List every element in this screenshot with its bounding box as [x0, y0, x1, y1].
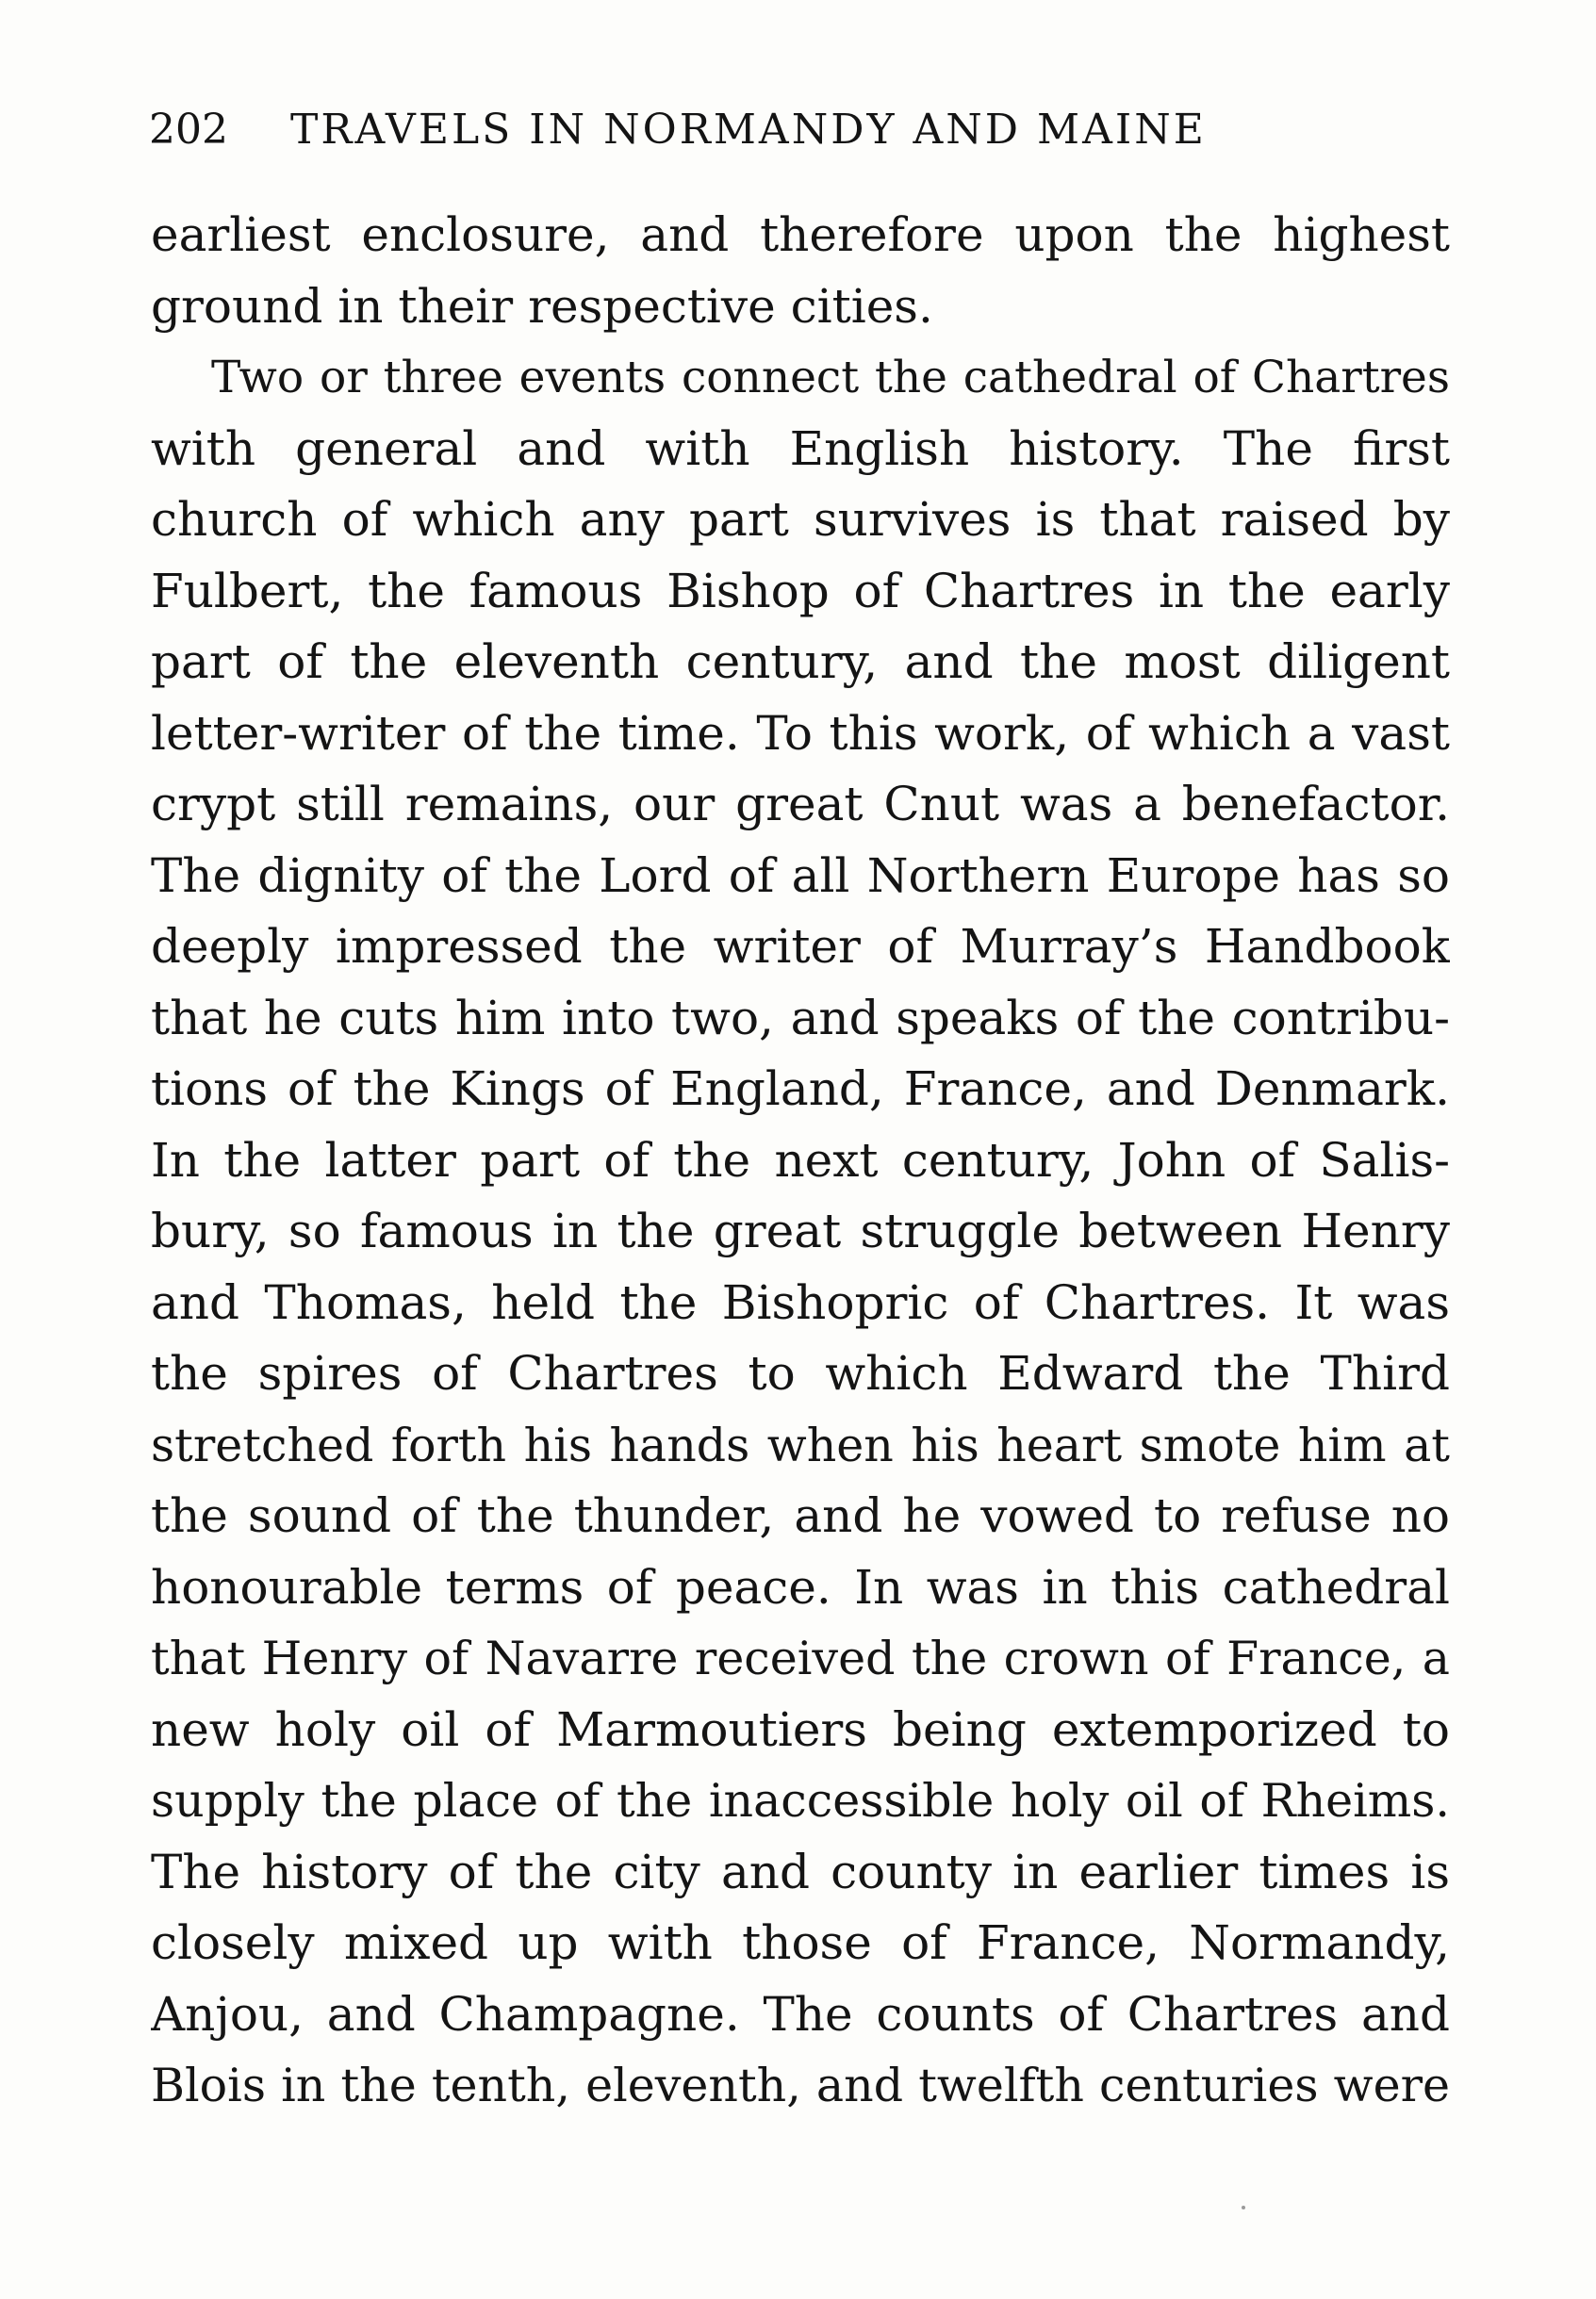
text-line: earliest enclosure, and therefore upon the highest — [151, 207, 1450, 262]
text-line: ground in their respective cities. — [151, 278, 933, 334]
text-line: The history of the city and county in earlier times is — [151, 1844, 1450, 1899]
text-line: and Thomas, held the Bishopric of Chartres. It was — [151, 1274, 1450, 1330]
text-line: church of which any part survives is that raised by — [151, 492, 1450, 547]
paper-speck — [1242, 2206, 1245, 2209]
body-text — [151, 200, 1450, 2122]
text-line: closely mixed up with those of France, Normandy, — [151, 1915, 1450, 1970]
text-line: In the latter part of the next century, John of Salis- — [151, 1132, 1450, 1188]
text-line: Fulbert, the famous Bishop of Chartres in the early — [151, 563, 1450, 618]
text-line: crypt still remains, our great Cnut was a benefactor. — [151, 777, 1450, 831]
text-line: bury, so famous in the great struggle between Henry — [151, 1204, 1450, 1258]
text-line: part of the eleventh century, and the most diligent — [151, 634, 1450, 689]
text-line: deeply impressed the writer of Murray’s Handbook — [151, 919, 1450, 974]
text-line: Blois in the tenth, eleventh, and twelfth centuries were — [151, 2059, 1450, 2112]
text-line: The dignity of the Lord of all Northern Europe has so — [151, 847, 1450, 903]
text-line: stretched forth his hands when his heart smote him at — [151, 1418, 1450, 1472]
running-title: TRAVELS IN NORMANDY AND MAINE — [290, 106, 1207, 154]
text-line: with general and with English history. The first — [151, 420, 1450, 476]
text-line: honourable terms of peace. In was in this cathedral — [151, 1559, 1450, 1615]
text-line: supply the place of the inaccessible holy oil of Rheims. — [151, 1774, 1450, 1828]
text-line: that Henry of Navarre received the crown of France, a — [151, 1632, 1450, 1685]
text-line: Anjou, and Champagne. The counts of Chartres and — [151, 1986, 1450, 2042]
text-line: letter-writer of the time. To this work, of which a vast — [151, 705, 1450, 761]
text-line: the sound of the thunder, and he vowed to refuse no — [151, 1488, 1450, 1543]
text-line: tions of the Kings of England, France, and Denmark. — [151, 1061, 1450, 1116]
text-line: that he cuts him into two, and speaks of the contribu- — [151, 990, 1450, 1045]
paragraph-first-line: Two or three events connect the cathedral of Chartres — [211, 352, 1450, 403]
page-number: 202 — [149, 106, 228, 154]
running-head — [149, 102, 1290, 158]
text-line: the spires of Chartres to which Edward the Third — [151, 1346, 1450, 1401]
text-line: new holy oil of Marmoutiers being extemporized to — [151, 1701, 1450, 1757]
